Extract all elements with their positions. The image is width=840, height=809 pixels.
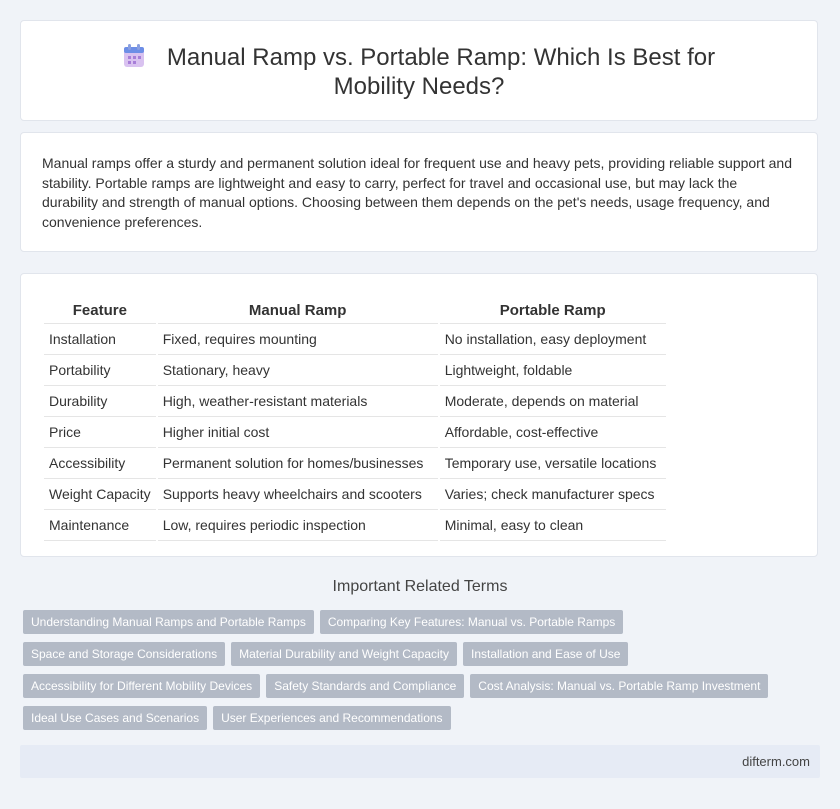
feature-cell: Durability [44,386,156,417]
related-term-tag[interactable]: Ideal Use Cases and Scenarios [23,706,207,730]
table-row [44,448,666,479]
manual-cell: Higher initial cost [158,417,438,448]
feature-cell: Installation [44,324,156,355]
table-header-row [44,292,666,324]
feature-cell: Portability [44,355,156,386]
footer [20,745,820,778]
title-card [20,20,818,121]
feature-cell: Accessibility [44,448,156,479]
comparison-table-card [20,273,818,557]
feature-cell: Weight Capacity [44,479,156,510]
comparison-table [42,292,668,541]
portable-cell: Temporary use, versatile locations [440,448,666,479]
portable-cell: No installation, easy deployment [440,324,666,355]
portable-cell: Moderate, depends on material [440,386,666,417]
related-term-tag[interactable]: Understanding Manual Ramps and Portable Ramps [23,610,314,634]
related-term-tag[interactable]: Installation and Ease of Use [463,642,628,666]
manual-cell: High, weather-resistant materials [158,386,438,417]
manual-cell: Fixed, requires mounting [158,324,438,355]
table-row [44,324,666,355]
feature-cell: Maintenance [44,510,156,541]
related-term-tag[interactable]: Safety Standards and Compliance [266,674,464,698]
related-terms-heading: Important Related Terms [332,578,508,595]
intro-card [20,132,818,252]
related-term-tag[interactable]: Space and Storage Considerations [23,642,225,666]
related-term-tag[interactable]: Material Durability and Weight Capacity [231,642,457,666]
header-portable-ramp: Portable Ramp [440,292,666,324]
related-term-tag[interactable]: Cost Analysis: Manual vs. Portable Ramp Investment [470,674,768,698]
table-row [44,479,666,510]
portable-cell: Lightweight, foldable [440,355,666,386]
portable-cell: Affordable, cost-effective [440,417,666,448]
tag-row [23,642,823,674]
related-term-tag[interactable]: Comparing Key Features: Manual vs. Portable Ramps [320,610,623,634]
table-row [44,417,666,448]
tag-row [23,610,823,642]
manual-cell: Low, requires periodic inspection [158,510,438,541]
tag-row [23,674,823,706]
portable-cell: Minimal, easy to clean [440,510,666,541]
related-term-tag[interactable]: User Experiences and Recommendations [213,706,450,730]
table-row [44,355,666,386]
table-row [44,510,666,541]
intro-text: Manual ramps offer a sturdy and permanent solution ideal for frequent use and heavy pets, providing reliable support and stability. Portable ramps are lightweight and easy to carry, perfect for travel and occasional use, but may lack the durability and strength of manual options. Choosing between them depends on the pet's needs, usage frequency, and convenience preferences. [42,155,792,230]
related-term-tag[interactable]: Accessibility for Different Mobility Devices [23,674,260,698]
footer-site-link[interactable]: difterm.com [742,754,810,769]
portable-cell: Varies; check manufacturer specs [440,479,666,510]
header-manual-ramp: Manual Ramp [158,292,438,324]
table-row [44,386,666,417]
page-title-wrap [81,43,757,101]
manual-cell: Supports heavy wheelchairs and scooters [158,479,438,510]
calendar-icon [123,44,145,68]
feature-cell: Price [44,417,156,448]
header-feature: Feature [44,292,156,324]
tag-row [23,706,823,738]
page-title: Manual Ramp vs. Portable Ramp: Which Is Best for Mobility Needs? [166,44,716,100]
related-terms-list [23,610,823,738]
manual-cell: Permanent solution for homes/businesses [158,448,438,479]
manual-cell: Stationary, heavy [158,355,438,386]
